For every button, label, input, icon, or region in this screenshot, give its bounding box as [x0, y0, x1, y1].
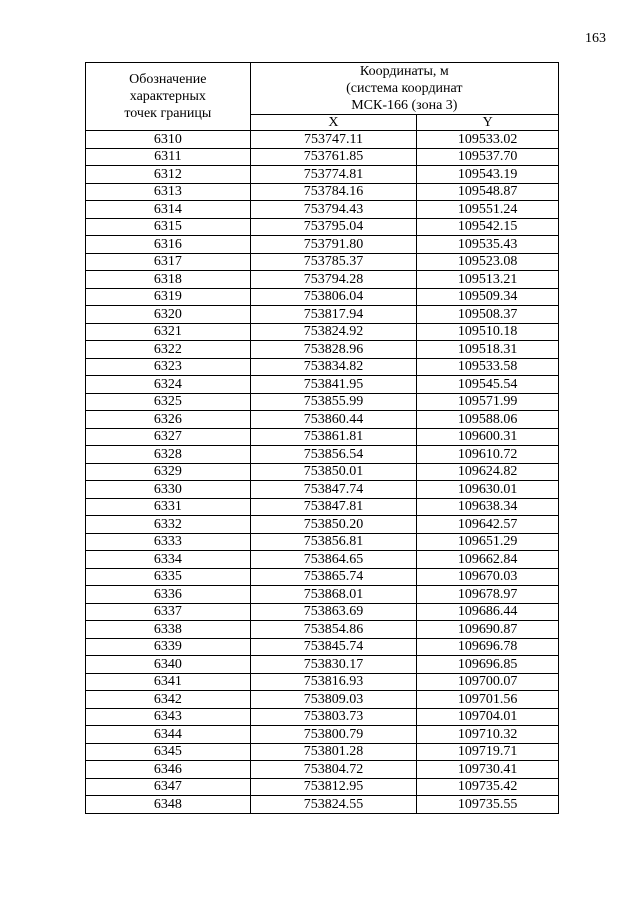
point-number-cell: 6315	[86, 218, 251, 236]
table-row	[86, 796, 559, 814]
coords-header-line-2: (система координат	[346, 81, 463, 96]
coordinates-table	[85, 62, 559, 814]
point-number-cell: 6325	[86, 393, 251, 411]
x-coordinate-cell: 753795.04	[250, 218, 417, 236]
y-coordinate-cell: 109523.08	[417, 253, 559, 271]
point-number-cell: 6324	[86, 376, 251, 394]
point-number-cell: 6344	[86, 726, 251, 744]
table-row	[86, 201, 559, 219]
table-row	[86, 393, 559, 411]
x-coordinate-cell: 753824.55	[250, 796, 417, 814]
table-row	[86, 603, 559, 621]
y-coordinate-cell: 109642.57	[417, 516, 559, 534]
x-coordinate-cell: 753854.86	[250, 621, 417, 639]
coords-header-line-1: Координаты, м	[359, 64, 449, 79]
table-row	[86, 621, 559, 639]
table-row	[86, 271, 559, 289]
point-number-cell: 6339	[86, 638, 251, 656]
y-coordinate-cell: 109730.41	[417, 761, 559, 779]
point-number-cell: 6337	[86, 603, 251, 621]
point-number-cell: 6348	[86, 796, 251, 814]
y-coordinate-cell: 109696.78	[417, 638, 559, 656]
x-coordinate-cell: 753794.43	[250, 201, 417, 219]
y-coordinate-cell: 109710.32	[417, 726, 559, 744]
x-coordinate-cell: 753845.74	[250, 638, 417, 656]
point-number-cell: 6331	[86, 498, 251, 516]
x-coordinate-cell: 753828.96	[250, 341, 417, 359]
y-column-header: Y	[417, 115, 559, 131]
y-coordinate-cell: 109571.99	[417, 393, 559, 411]
table-row	[86, 638, 559, 656]
table-row	[86, 551, 559, 569]
x-coordinate-cell: 753800.79	[250, 726, 417, 744]
y-coordinate-cell: 109535.43	[417, 236, 559, 254]
x-coordinate-cell: 753809.03	[250, 691, 417, 709]
x-coordinate-cell: 753816.93	[250, 673, 417, 691]
table-row	[86, 166, 559, 184]
x-coordinate-cell: 753761.85	[250, 148, 417, 166]
x-coordinate-cell: 753801.28	[250, 743, 417, 761]
table-row	[86, 463, 559, 481]
y-coordinate-cell: 109537.70	[417, 148, 559, 166]
x-coordinate-cell: 753861.81	[250, 428, 417, 446]
table-header	[86, 63, 559, 131]
table-row	[86, 656, 559, 674]
point-number-cell: 6318	[86, 271, 251, 289]
table-row	[86, 726, 559, 744]
table-row	[86, 761, 559, 779]
x-coordinate-cell: 753863.69	[250, 603, 417, 621]
coordinates-header	[250, 63, 558, 115]
table-row	[86, 236, 559, 254]
x-coordinate-cell: 753864.65	[250, 551, 417, 569]
point-number-cell: 6338	[86, 621, 251, 639]
y-coordinate-cell: 109533.02	[417, 131, 559, 149]
point-number-cell: 6329	[86, 463, 251, 481]
coords-header-line-3: МСК-166 (зона 3)	[351, 98, 458, 113]
y-coordinate-cell: 109701.56	[417, 691, 559, 709]
y-coordinate-cell: 109678.97	[417, 586, 559, 604]
point-number-cell: 6312	[86, 166, 251, 184]
y-coordinate-cell: 109696.85	[417, 656, 559, 674]
point-number-cell: 6332	[86, 516, 251, 534]
y-coordinate-cell: 109600.31	[417, 428, 559, 446]
point-number-cell: 6328	[86, 446, 251, 464]
table-row	[86, 358, 559, 376]
table-body	[86, 131, 559, 814]
y-coordinate-cell: 109700.07	[417, 673, 559, 691]
point-number-cell: 6323	[86, 358, 251, 376]
table-row	[86, 376, 559, 394]
x-coordinate-cell: 753860.44	[250, 411, 417, 429]
y-coordinate-cell: 109651.29	[417, 533, 559, 551]
y-coordinate-cell: 109670.03	[417, 568, 559, 586]
table-row	[86, 253, 559, 271]
y-coordinate-cell: 109624.82	[417, 463, 559, 481]
point-number-cell: 6330	[86, 481, 251, 499]
point-header-line-3: точек границы	[124, 106, 212, 121]
table-row	[86, 428, 559, 446]
table-row	[86, 288, 559, 306]
point-number-cell: 6346	[86, 761, 251, 779]
y-coordinate-cell: 109588.06	[417, 411, 559, 429]
x-coordinate-cell: 753747.11	[250, 131, 417, 149]
point-number-cell: 6322	[86, 341, 251, 359]
y-coordinate-cell: 109662.84	[417, 551, 559, 569]
y-coordinate-cell: 109548.87	[417, 183, 559, 201]
y-coordinate-cell: 109719.71	[417, 743, 559, 761]
table-row	[86, 586, 559, 604]
x-coordinate-cell: 753847.81	[250, 498, 417, 516]
x-coordinate-cell: 753791.80	[250, 236, 417, 254]
x-coordinate-cell: 753855.99	[250, 393, 417, 411]
x-coordinate-cell: 753847.74	[250, 481, 417, 499]
table-row	[86, 341, 559, 359]
x-coordinate-cell: 753784.16	[250, 183, 417, 201]
table-row	[86, 481, 559, 499]
y-coordinate-cell: 109610.72	[417, 446, 559, 464]
table-row	[86, 218, 559, 236]
x-coordinate-cell: 753865.74	[250, 568, 417, 586]
point-number-cell: 6343	[86, 708, 251, 726]
table-row	[86, 306, 559, 324]
point-number-cell: 6320	[86, 306, 251, 324]
y-coordinate-cell: 109543.19	[417, 166, 559, 184]
x-coordinate-cell: 753785.37	[250, 253, 417, 271]
table-row	[86, 673, 559, 691]
table-row	[86, 708, 559, 726]
point-number-cell: 6347	[86, 778, 251, 796]
x-coordinate-cell: 753794.28	[250, 271, 417, 289]
point-number-cell: 6345	[86, 743, 251, 761]
point-number-cell: 6342	[86, 691, 251, 709]
table-row	[86, 498, 559, 516]
y-coordinate-cell: 109735.55	[417, 796, 559, 814]
point-number-cell: 6313	[86, 183, 251, 201]
table-row	[86, 516, 559, 534]
y-coordinate-cell: 109518.31	[417, 341, 559, 359]
table-row	[86, 743, 559, 761]
x-coordinate-cell: 753817.94	[250, 306, 417, 324]
point-number-cell: 6319	[86, 288, 251, 306]
x-coordinate-cell: 753868.01	[250, 586, 417, 604]
point-number-cell: 6317	[86, 253, 251, 271]
y-coordinate-cell: 109545.54	[417, 376, 559, 394]
y-coordinate-cell: 109542.15	[417, 218, 559, 236]
x-coordinate-cell: 753856.81	[250, 533, 417, 551]
table-row	[86, 148, 559, 166]
table-row	[86, 183, 559, 201]
y-coordinate-cell: 109508.37	[417, 306, 559, 324]
table-row	[86, 131, 559, 149]
point-number-cell: 6314	[86, 201, 251, 219]
y-coordinate-cell: 109513.21	[417, 271, 559, 289]
y-coordinate-cell: 109638.34	[417, 498, 559, 516]
y-coordinate-cell: 109510.18	[417, 323, 559, 341]
x-coordinate-cell: 753803.73	[250, 708, 417, 726]
x-column-header: X	[250, 115, 417, 131]
point-number-cell: 6335	[86, 568, 251, 586]
point-number-cell: 6333	[86, 533, 251, 551]
x-coordinate-cell: 753812.95	[250, 778, 417, 796]
table-row	[86, 323, 559, 341]
table-row	[86, 568, 559, 586]
point-number-cell: 6311	[86, 148, 251, 166]
page-number: 163	[585, 31, 606, 46]
y-coordinate-cell: 109686.44	[417, 603, 559, 621]
x-coordinate-cell: 753804.72	[250, 761, 417, 779]
y-coordinate-cell: 109509.34	[417, 288, 559, 306]
x-coordinate-cell: 753806.04	[250, 288, 417, 306]
x-coordinate-cell: 753856.54	[250, 446, 417, 464]
point-number-cell: 6310	[86, 131, 251, 149]
point-designation-header	[86, 63, 251, 131]
point-number-cell: 6341	[86, 673, 251, 691]
x-coordinate-cell: 753841.95	[250, 376, 417, 394]
point-number-cell: 6321	[86, 323, 251, 341]
x-coordinate-cell: 753850.01	[250, 463, 417, 481]
point-number-cell: 6316	[86, 236, 251, 254]
point-header-line-2: характерных	[129, 89, 206, 104]
y-coordinate-cell: 109533.58	[417, 358, 559, 376]
y-coordinate-cell: 109735.42	[417, 778, 559, 796]
point-number-cell: 6326	[86, 411, 251, 429]
table-row	[86, 533, 559, 551]
x-coordinate-cell: 753824.92	[250, 323, 417, 341]
y-coordinate-cell: 109704.01	[417, 708, 559, 726]
point-number-cell: 6340	[86, 656, 251, 674]
point-number-cell: 6334	[86, 551, 251, 569]
x-coordinate-cell: 753850.20	[250, 516, 417, 534]
table-row	[86, 411, 559, 429]
x-coordinate-cell: 753834.82	[250, 358, 417, 376]
x-coordinate-cell: 753830.17	[250, 656, 417, 674]
point-number-cell: 6336	[86, 586, 251, 604]
x-coordinate-cell: 753774.81	[250, 166, 417, 184]
y-coordinate-cell: 109630.01	[417, 481, 559, 499]
point-number-cell: 6327	[86, 428, 251, 446]
table-row	[86, 778, 559, 796]
y-coordinate-cell: 109551.24	[417, 201, 559, 219]
table-row	[86, 446, 559, 464]
table-row	[86, 691, 559, 709]
point-header-line-1: Обозначение	[129, 72, 207, 87]
y-coordinate-cell: 109690.87	[417, 621, 559, 639]
